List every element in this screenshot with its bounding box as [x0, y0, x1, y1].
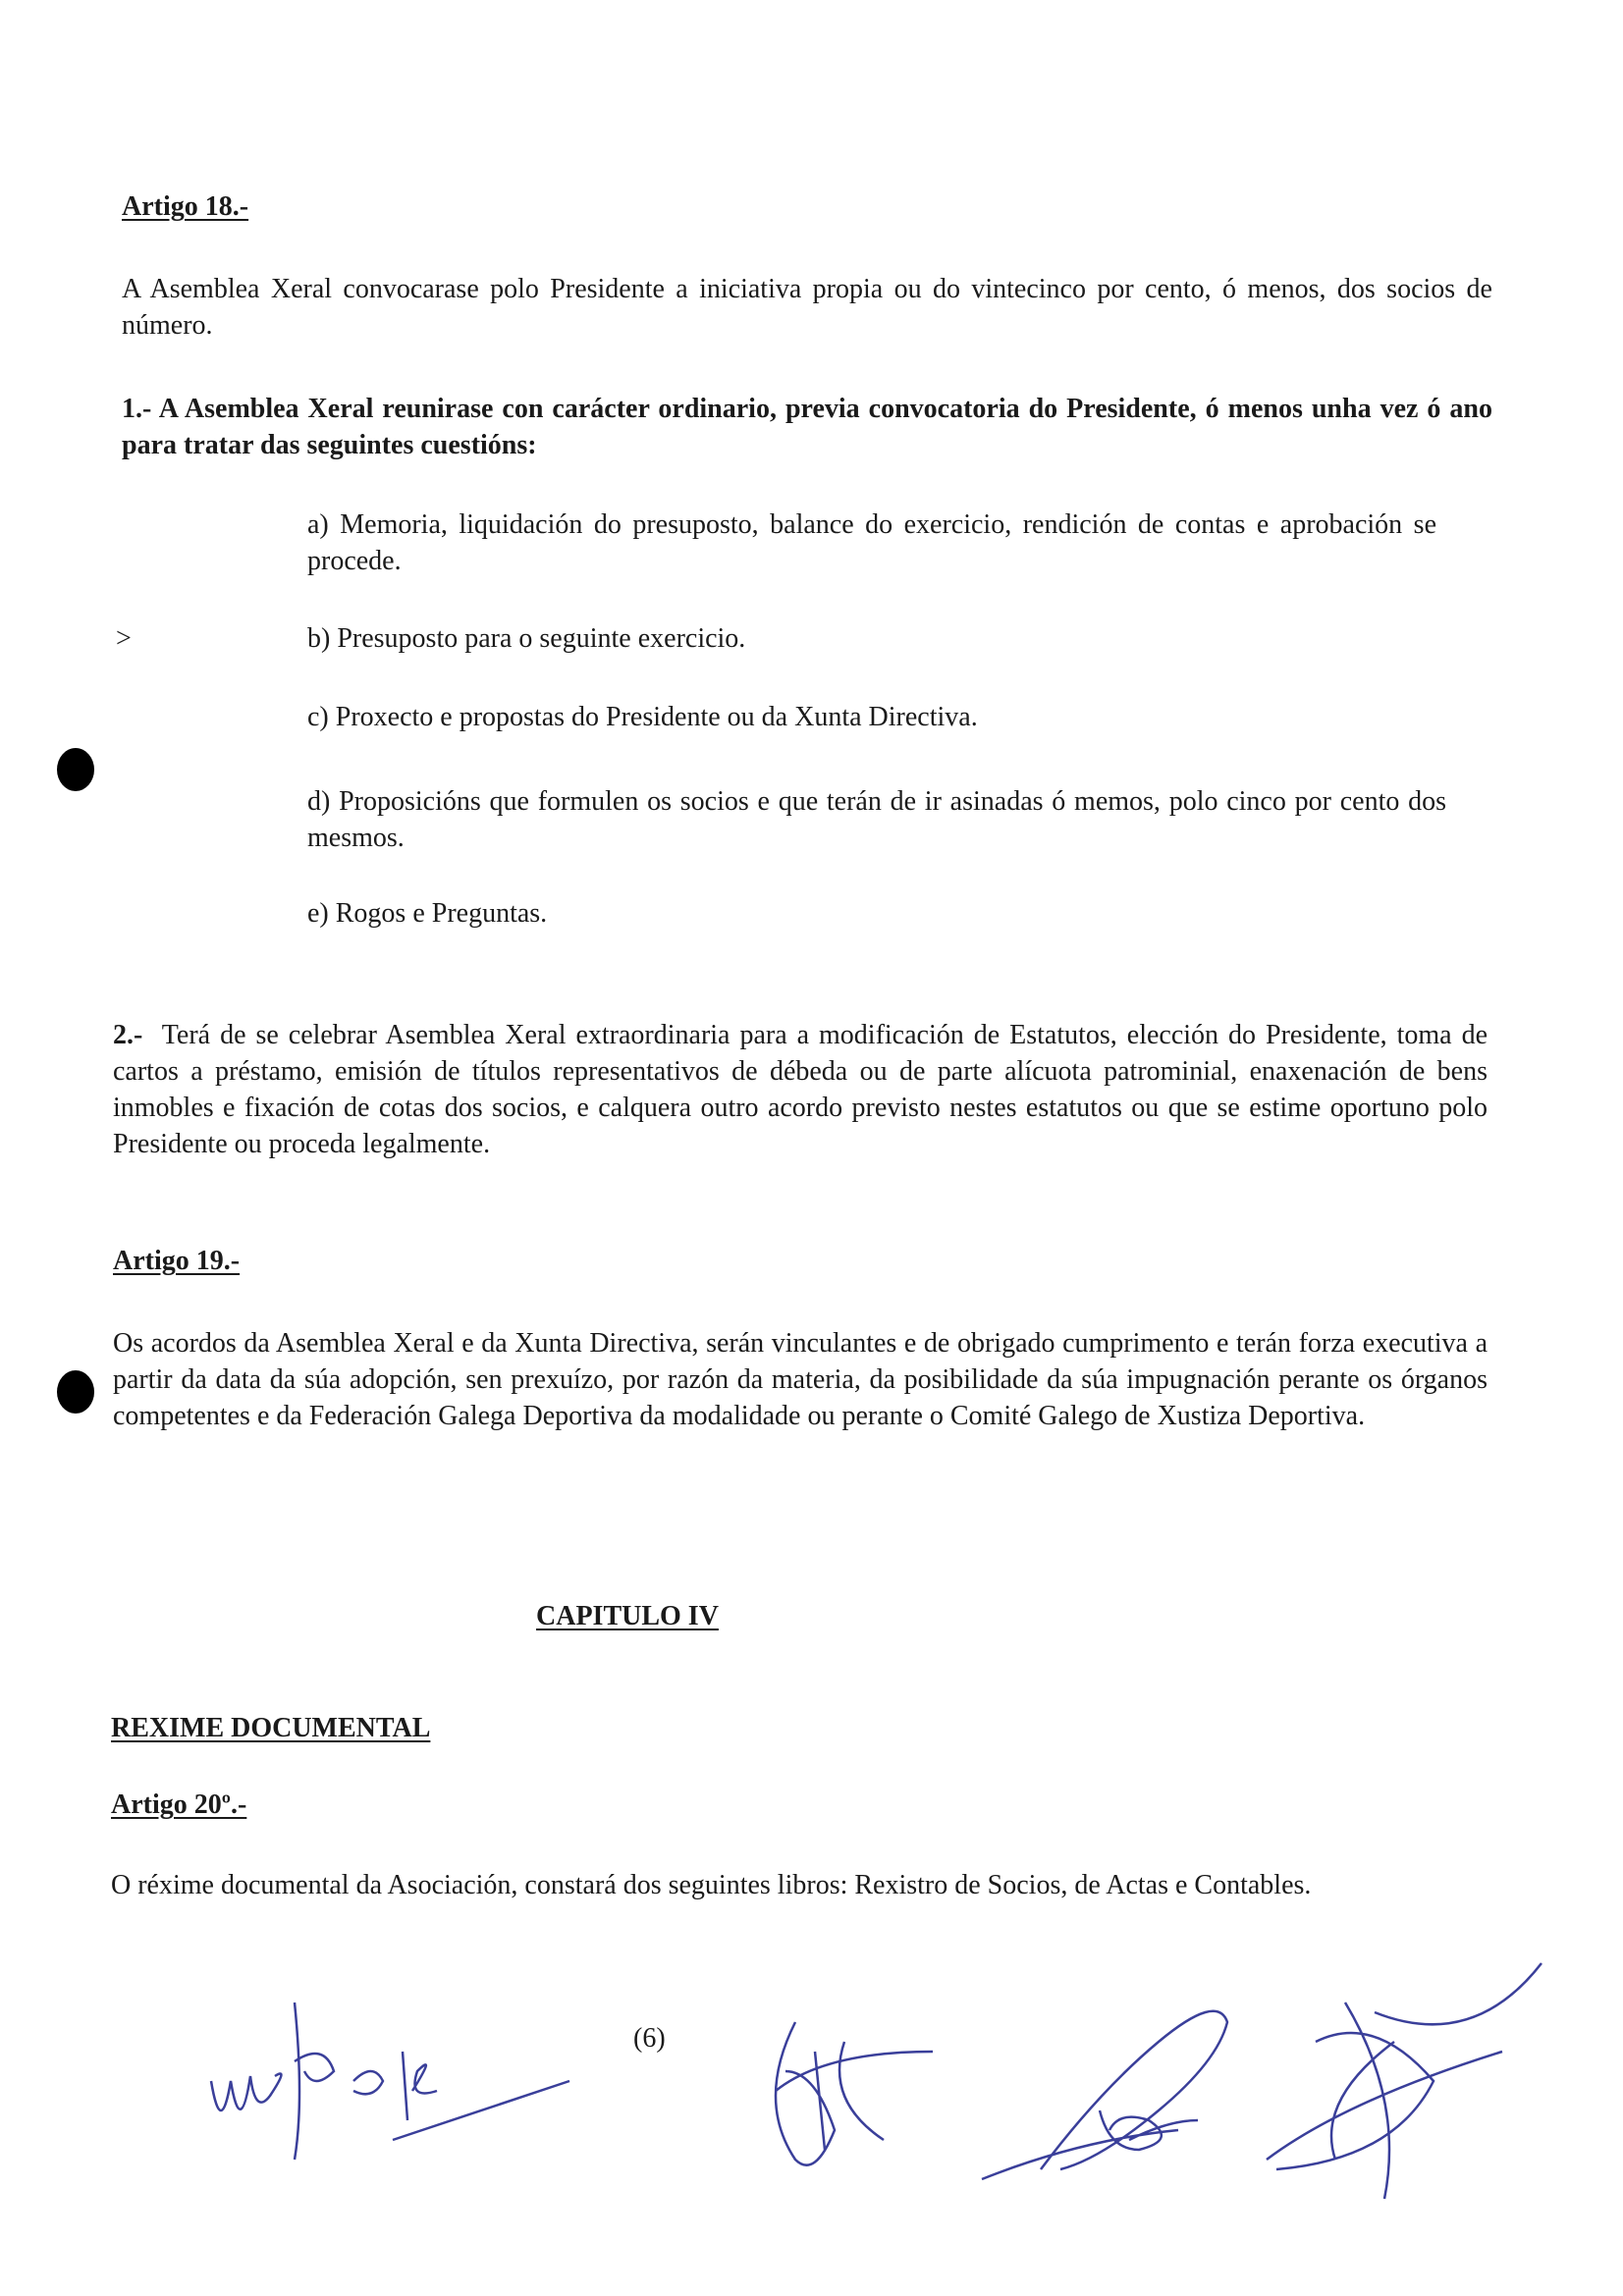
- article-18-point-1: 1.- A Asemblea Xeral reunirase con carácter ordinario, previa convocatoria do Presidente, ó menos unha vez ó ano para tratar das seguintes cuestións:: [122, 394, 1492, 460]
- article-18-intro: A Asemblea Xeral convocarase polo Presidente a iniciativa propia ou do vintecinco por cento, ó menos, dos socios de número.: [122, 274, 1492, 341]
- page-number: (6): [633, 2023, 666, 2054]
- article-19-heading: Artigo 19.-: [113, 1246, 241, 1276]
- signature-4: [1267, 1963, 1542, 2199]
- list-item: e) Rogos e Preguntas.: [307, 898, 548, 929]
- chapter-title: CAPITULO IV: [536, 1601, 719, 1631]
- list-item: d) Proposicións que formulen os socios e que terán de ir asinadas ó memos, polo cinco por cento dos mesmos.: [307, 786, 1446, 853]
- article-18-heading: Artigo 18.-: [122, 191, 249, 222]
- article-19-text: Os acordos da Asemblea Xeral e da Xunta Directiva, serán vinculantes e de obrigado cumprimento e terán forza executiva a partir da data da súa adopción, sen prexuízo, por razón da materia, da posibilidade da súa impugnación perante os órganos competentes e da Federación Galega Deportiva da modalidade ou perante o Comité Galego de Xustiza Deportiva.: [113, 1328, 1488, 1431]
- article-20-heading: Artigo 20º.-: [111, 1789, 247, 1820]
- margin-mark: >: [116, 623, 132, 654]
- article-20-text: O réxime documental da Asociación, constará dos seguintes libros: Rexistro de Socios, de Actas e Contables.: [111, 1870, 1312, 1900]
- section-title: REXIME DOCUMENTAL: [111, 1713, 431, 1743]
- signature-1: [211, 2002, 569, 2160]
- list-item: b) Presuposto para o seguinte exercicio.: [307, 623, 746, 654]
- signature-2: [776, 2022, 933, 2165]
- point-2-number: 2.-: [113, 1020, 143, 1050]
- list-item: c) Proxecto e propostas do Presidente ou da Xunta Directiva.: [307, 702, 978, 732]
- signature-3: [982, 2011, 1227, 2179]
- point-2-text: Terá de se celebrar Asemblea Xeral extraordinaria para a modificación de Estatutos, elección do Presidente, toma de cartos a préstamo, emisión de títulos representativos de débeda ou de parte alícuota patrominial, enaxenación de bens inmobles e fixación de cotas dos socios, e calquera outro acordo previsto nestes estatutos ou que se estime oportuno polo Presidente ou proceda legalmente.: [113, 1020, 1488, 1159]
- list-item: a) Memoria, liquidación do presuposto, balance do exercicio, rendición de contas e aprobación se procede.: [307, 509, 1436, 576]
